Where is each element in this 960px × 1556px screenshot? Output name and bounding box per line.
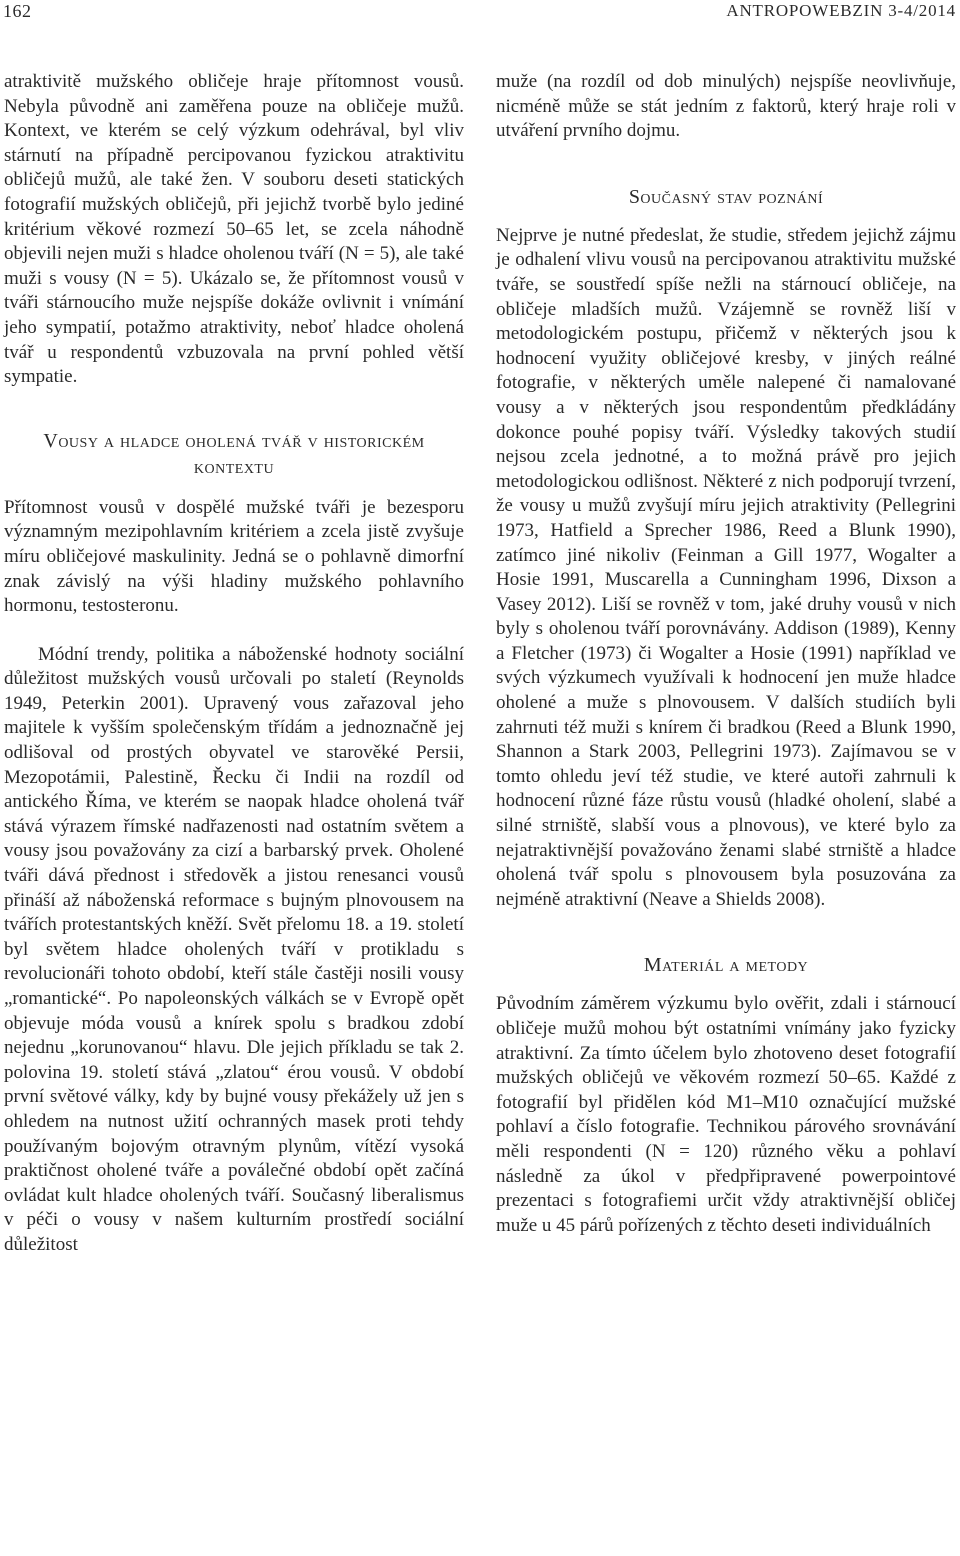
section-heading-current-state: Současný stav poznání bbox=[628, 185, 824, 208]
left-column bbox=[4, 70, 464, 1258]
right-paragraph-3: Původním záměrem výzkumu bylo ověřit, zdali i stárnoucí obličeje mužů mohou být ostatními vnímány jako fyzicky atraktivní. Za tímto účelem bylo zhotoveno deset fotografií mužských obličejů ve věkovém rozmezí 50–65. Každé z fotografií byl přidělen kód M1–M10 označující mužské pohlaví a číslo fotografie. Technikou párového srovnávání měli respondenti (N = 120) různého věku a pohlaví následně za úkol v předpřipravené powerpointové prezentaci s fotografiemi určit vždy atraktivnější obličej muže u 45 párů pořízených z těchto deseti individuálních bbox=[496, 993, 956, 1236]
left-paragraph-1: atraktivitě mužského obličeje hraje přítomnost vousů. Nebyla původně ani zaměřena pouze na obličeje mužů. Kontext, ve kterém se celý výzkum odehrával, byl vliv stárnutí na případně percipovanou fyzickou atraktivitu obličejů mužů, ale také žen. V souboru deseti statických fotografií mužských obličejů, při jejichž tvorbě bylo jediné kritérium věkové rozmezí 50–65 let, se zcela náhodně objevili nejen muži s hladce oholenou tváří (N = 5), ale také muži s vousy (N = 5). Ukázalo se, že přítomnost vousů v tváři stárnoucího muže nejspíše dokáže ovlivnit i vnímání jeho sympatií, potažmo atraktivity, neboť hladce oholená tvář u respondentů vzbuzovala na první pohled větší sympatie. bbox=[4, 71, 464, 388]
section-heading-materials-methods: Materiál a metody bbox=[643, 954, 809, 977]
left-paragraph-2: Přítomnost vousů v dospělé mužské tváři je bezesporu významným mezipohlavním kritériem a zcela jistě zvyšuje míru obličejové maskulinity. Jedná se o pohlavně dimorfní znak závislý na výši hladiny mužského pohlavního hormonu, testosteronu. bbox=[4, 496, 464, 617]
journal-title: ANTROPOWEBZIN 3-4/2014 bbox=[726, 1, 956, 20]
right-paragraph-1: muže (na rozdíl od dob minulých) nejspíše neovlivňuje, nicméně může se stát jedním z faktorů, který hraje roli v utváření prvního dojmu. bbox=[496, 71, 956, 142]
right-paragraph-2: Nejprve je nutné předeslat, že studie, středem jejichž zájmu je odhalení vlivu vousů na percipovanou atraktivitu mužské tváře, se soustředí spíše nežli na stárnoucí obličeje, na obličeje mladších mužů. Vzájemně se rovněž liší v metodologickém postupu, přičemž v některých jsou k hodnocení využity obličejové kresby, v jiných reálné fotografie, v některých uměle nalepené či namalované vousy a v některých jsou respondentům předkládány dokonce pouhé popisy tváří. Výsledky takových studií nejsou zcela jednotné, a to možná právě pro jejich metodologickou odlišnost. Některé z nich podporují tvrzení, že vousy u mužů zvyšují míru jejich atraktivity (Pellegrini 1973, Hatfield a Sprecher 1986, Reed a Blunk 1990), zatímco jiné nikoliv (Feinman a Gill 1977, Wogalter a Hosie 1991, Muscarella a Cunningham 1996, Dixson a Vasey 2012). Liší se rovněž v tom, jaké druhy vousů v nich byly s oholenou tváří porovnávány. Addison (1989), Kenny a Fletcher (1973) či Wogalter a Hosie (1991) například ve svých výzkumech využívali k hodnocení jen muže hladce oholené a muže s plnovousem. V dalších studiích byli zahrnuti též muži s knírem či bradkou (Reed a Blunk 1990, Shannon a Stark 2003, Pellegrini 1973). Zajímavou se v tomto ohledu jeví též studie, ve které autoři zahrnuli k hodnocení různé fáze růstu vousů (hladké oholení, slabé a silné strniště, slabší vous a plnovous), ve které bylo za nejatraktivnější považováno ženami slabé strniště a hladce oholená tvář spolu s plnovousem byla posuzována za nejméně atraktivní (Neave a Shields 2008). bbox=[496, 224, 956, 910]
right-column bbox=[496, 70, 956, 1238]
page-number: 162 bbox=[3, 1, 32, 21]
section-heading-historical-context: Vousy a hladce oholená tvář v historickém kontextu bbox=[43, 429, 425, 478]
page-header bbox=[0, 0, 960, 22]
left-paragraph-3: Módní trendy, politika a náboženské hodnoty sociální důležitost mužských vousů určovali po staletí (Reynolds 1949, Peterkin 2001). Upravený vous zařazoval jeho majitele k vyšším společenským třídám a jednoznačně jej odlišoval od prostých obyvatel ve starověké Persii, Mezopotámii, Palestině, Řecku či Indii na rozdíl od antického Říma, ve kterém se naopak hladce oholená tvář stává výrazem římské nadřazenosti nad ostatním světem a vousy jsou považovány za cizí a barbarský prvek. Oholené tváři dává přednost i středověk a jistou renesanci vousů přináší až náboženská reformace s bujným plnovousem na tvářích protestantských kněží. Svět přelomu 18. a 19. století byl světem hladce oholených tváří v protikladu s revolucionáři tohoto období, kteří stále častěji nosili vousy „romantické“. Po napoleonských válkách se v Evropě opět objevuje móda vousů a knírek spolu s bradkou zdobí nejednu „korunovanou“ hlavu. Dle jejich příkladu se tak 2. polovina 19. století stává „zlatou“ érou vousů. V období první světové války, kdy by bujné vousy překážely už jen s ohledem na nutnost užití ochranných masek proti tehdy používaným bojovým otravným plynům, vítězí vysoká praktičnost oholené tváře a poválečné období opět začíná ovládat kult hladce oholených tváří. Současný liberalismus v péči o vousy v našem kulturním prostředí sociální důležitost bbox=[4, 643, 464, 1255]
